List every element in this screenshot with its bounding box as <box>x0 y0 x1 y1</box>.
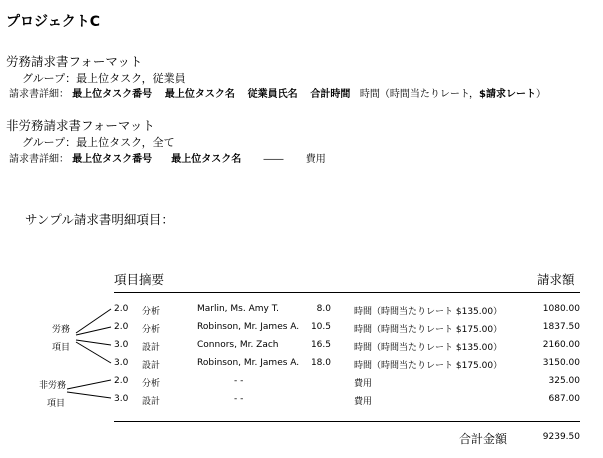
hours-cell: 16.5 <box>310 340 331 350</box>
amount-cell: 1080.00 <box>542 304 580 314</box>
description-cell: 時間（時間当たりレート $135.00） <box>354 343 503 353</box>
sample-heading: サンプル請求書明細項目： <box>25 212 174 227</box>
nonlabor-detail-field-task-name: 最上位タスク名 <box>171 154 242 165</box>
task-name-cell: 分析 <box>142 307 161 317</box>
task-number-cell: 3.0 <box>114 340 129 350</box>
employee-cell: - - <box>234 394 244 404</box>
labor-format-heading: 労務請求書フォーマット <box>6 54 143 69</box>
task-name-cell: 設計 <box>142 397 161 407</box>
task-name-cell: 設計 <box>142 343 161 353</box>
employee-cell: Robinson, Mr. James A. <box>197 322 300 332</box>
amount-cell: 687.00 <box>548 394 580 404</box>
nonlabor-detail-dash: ―― <box>263 154 284 165</box>
project-title: プロジェクトC <box>6 14 100 30</box>
amount-cell: 1837.50 <box>542 322 580 332</box>
labor-detail-field-task-name: 最上位タスク名 <box>164 89 235 100</box>
description-cell: 時間（時間当たりレート $135.00） <box>354 307 503 317</box>
labor-detail-tail-bold: $請求レート <box>479 89 536 100</box>
task-number-cell: 2.0 <box>114 376 129 386</box>
total-value: 9239.50 <box>542 432 580 442</box>
group-label-nonlabor-2: 項目 <box>47 399 66 409</box>
total-label: 合計金額 <box>459 432 508 446</box>
labor-detail-field-task-no: 最上位タスク番号 <box>72 89 153 100</box>
group-label-nonlabor-1: 非労務 <box>39 381 67 391</box>
labor-detail-field-hours: 合計時間 <box>310 89 351 100</box>
employee-cell: - - <box>234 376 244 386</box>
task-number-cell: 3.0 <box>114 358 129 368</box>
description-cell: 費用 <box>354 379 373 389</box>
task-number-cell: 2.0 <box>114 322 129 332</box>
task-number-cell: 2.0 <box>114 304 129 314</box>
group-label-labor-1: 労務 <box>52 325 71 335</box>
task-name-cell: 分析 <box>142 379 161 389</box>
group-label-labor-2: 項目 <box>52 343 71 353</box>
connector-line-labor-1 <box>76 309 111 333</box>
hours-cell: 10.5 <box>310 322 331 332</box>
amount-cell: 3150.00 <box>542 358 580 368</box>
column-header-amount: 請求額 <box>537 272 575 287</box>
employee-cell: Robinson, Mr. James A. <box>197 358 300 368</box>
labor-detail-field-employee: 従業員氏名 <box>247 89 298 100</box>
labor-detail-tail-2: ） <box>535 89 546 100</box>
amount-cell: 2160.00 <box>542 340 580 350</box>
employee-cell: Marlin, Ms. Amy T. <box>197 304 279 314</box>
labor-group-label: グループ： <box>22 72 77 85</box>
description-cell: 費用 <box>354 397 373 407</box>
labor-detail-tail-1: 時間（時間当たりレート， <box>359 89 479 100</box>
labor-detail-label: 請求書詳細： <box>9 89 69 100</box>
nonlabor-detail-field-task-no: 最上位タスク番号 <box>72 154 153 165</box>
nonlabor-group-value: 最上位タスク，全て <box>76 136 175 149</box>
labor-group-value: 最上位タスク，従業員 <box>76 72 186 85</box>
nonlabor-detail-expense: 費用 <box>305 154 326 165</box>
hours-cell: 18.0 <box>310 358 331 368</box>
amount-cell: 325.00 <box>548 376 580 386</box>
hours-cell: 8.0 <box>316 304 331 314</box>
column-header-summary: 項目摘要 <box>114 272 165 287</box>
task-number-cell: 3.0 <box>114 394 129 404</box>
nonlabor-group-label: グループ： <box>22 136 77 149</box>
nonlabor-format-heading: 非労務請求書フォーマット <box>6 118 155 133</box>
employee-cell: Connors, Mr. Zach <box>197 340 279 350</box>
description-cell: 時間（時間当たりレート $175.00） <box>354 325 503 335</box>
description-cell: 時間（時間当たりレート $175.00） <box>354 361 503 371</box>
nonlabor-detail-label: 請求書詳細： <box>9 154 69 165</box>
task-name-cell: 分析 <box>142 325 161 335</box>
task-name-cell: 設計 <box>142 361 161 371</box>
total-rule <box>114 421 580 422</box>
